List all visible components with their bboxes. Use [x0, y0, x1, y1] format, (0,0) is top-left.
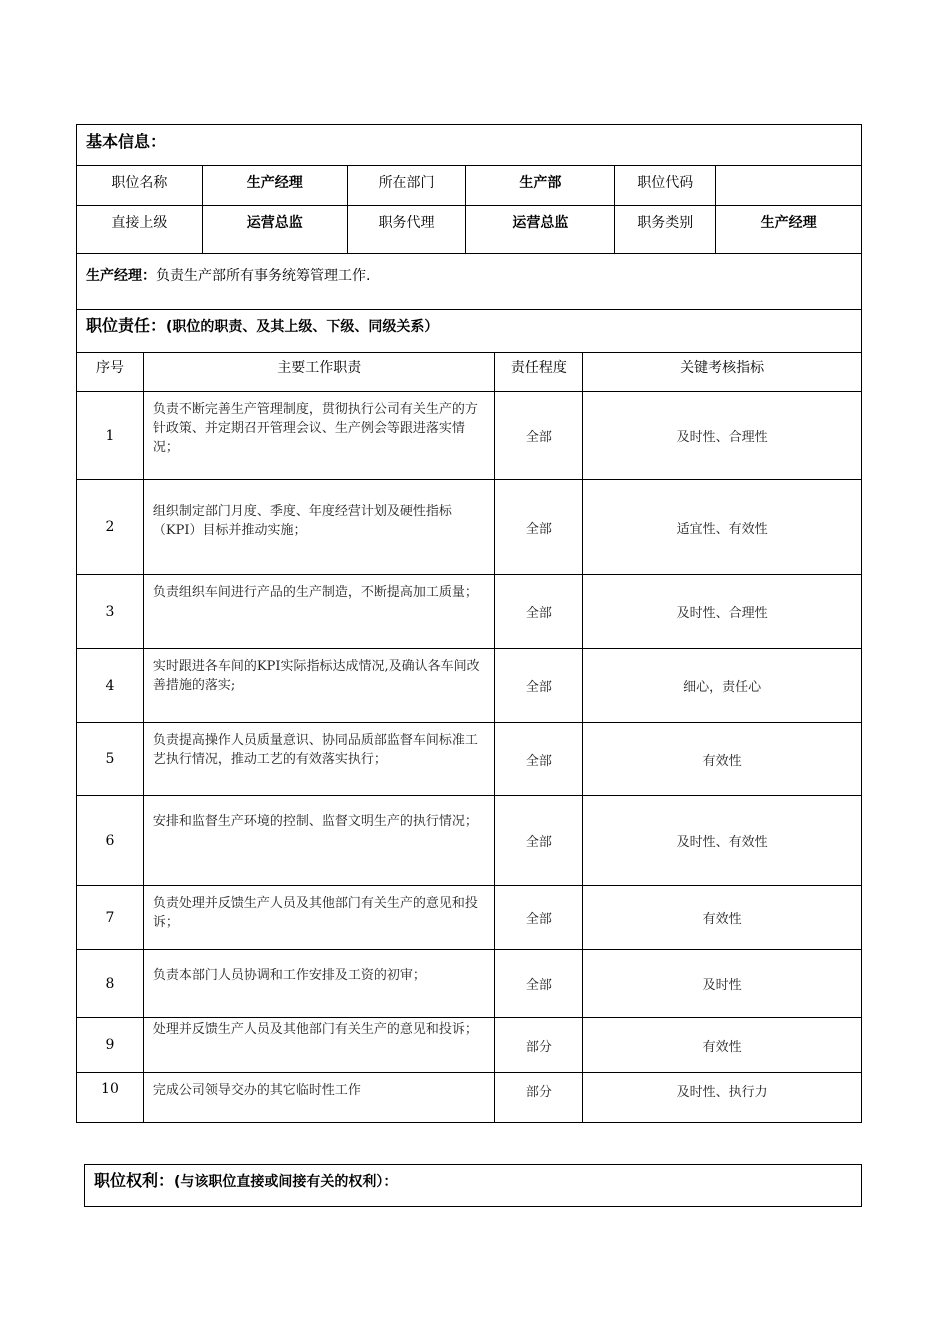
rights-title: 职位权利：: [94, 1171, 175, 1190]
row-kpi: 有效性: [583, 1018, 862, 1073]
responsibility-title-line: [86, 313, 438, 336]
row-no: 8: [77, 950, 144, 1018]
row-degree: 全部: [495, 649, 583, 723]
rights-title-line: [94, 1168, 397, 1191]
job-title-label: 职位名称: [77, 166, 203, 206]
rights-header: [84, 1164, 862, 1207]
basic-info-row-2: [77, 206, 862, 254]
row-desc: 负责提高操作人员质量意识、协同品质部监督车间标准工艺执行情况，推动工艺的有效落实执行；: [143, 723, 495, 796]
row-desc: 实时跟进各车间的KPI实际指标达成情况,及确认各车间改善措施的落实;: [143, 649, 495, 723]
row-no: 10: [77, 1073, 144, 1123]
row-no: 1: [77, 392, 144, 480]
responsibility-subtitle: (职位的职责、及其上级、下级、同级关系）: [166, 319, 439, 335]
row-degree: 全部: [495, 950, 583, 1018]
row-kpi: 及时性、合理性: [583, 392, 862, 480]
duties-table: [76, 352, 862, 1123]
job-summary-text: [86, 265, 370, 285]
table-row: [77, 392, 862, 480]
job-title-value: 生产经理: [202, 166, 347, 206]
duties-header-row: [77, 353, 862, 392]
responsibility-header: [76, 309, 862, 352]
row-desc: 组织制定部门月度、季度、年度经营计划及硬性指标（KPI）目标并推动实施；: [143, 480, 495, 575]
row-desc: 安排和监督生产环境的控制、监督文明生产的执行情况；: [143, 796, 495, 886]
row-desc: 负责组织车间进行产品的生产制造，不断提高加工质量；: [143, 575, 495, 649]
row-kpi: 及时性、合理性: [583, 575, 862, 649]
header-kpi: 关键考核指标: [583, 353, 862, 392]
row-desc: 处理并反馈生产人员及其他部门有关生产的意见和投诉；: [143, 1018, 495, 1073]
department-label: 所在部门: [347, 166, 466, 206]
responsibility-title: 职位责任：: [86, 316, 167, 335]
table-row: [77, 1073, 862, 1123]
rights-subtitle: (与该职位直接或间接有关的权利）：: [174, 1174, 398, 1190]
row-desc: 负责本部门人员协调和工作安排及工资的初审；: [143, 950, 495, 1018]
header-no: 序号: [77, 353, 144, 392]
job-summary-prefix: 生产经理：: [86, 268, 156, 284]
row-degree: 全部: [495, 723, 583, 796]
supervisor-label: 直接上级: [77, 206, 203, 254]
supervisor-value: 运营总监: [202, 206, 347, 254]
table-row: [77, 575, 862, 649]
row-kpi: 有效性: [583, 886, 862, 950]
table-row: [77, 723, 862, 796]
table-row: [77, 886, 862, 950]
row-degree: 部分: [495, 1018, 583, 1073]
row-kpi: 有效性: [583, 723, 862, 796]
job-category-label: 职务类别: [615, 206, 716, 254]
row-no: 2: [77, 480, 144, 575]
row-kpi: 适宜性、有效性: [583, 480, 862, 575]
job-summary-body: 负责生产部所有事务统筹管理工作.: [156, 268, 371, 284]
job-code-value: [716, 166, 862, 206]
table-row: [77, 1018, 862, 1073]
row-kpi: 细心，责任心: [583, 649, 862, 723]
job-code-label: 职位代码: [615, 166, 716, 206]
row-no: 7: [77, 886, 144, 950]
row-no: 6: [77, 796, 144, 886]
row-desc: 负责处理并反馈生产人员及其他部门有关生产的意见和投诉；: [143, 886, 495, 950]
row-no: 5: [77, 723, 144, 796]
deputy-label: 职务代理: [347, 206, 466, 254]
header-duty: 主要工作职责: [143, 353, 495, 392]
row-kpi: 及时性、有效性: [583, 796, 862, 886]
row-degree: 部分: [495, 1073, 583, 1123]
row-degree: 全部: [495, 392, 583, 480]
row-degree: 全部: [495, 575, 583, 649]
header-degree: 责任程度: [495, 353, 583, 392]
table-row: [77, 649, 862, 723]
row-no: 4: [77, 649, 144, 723]
row-no: 9: [77, 1018, 144, 1073]
basic-info-header: [76, 124, 862, 166]
row-degree: 全部: [495, 886, 583, 950]
row-degree: 全部: [495, 796, 583, 886]
row-degree: 全部: [495, 480, 583, 575]
deputy-value: 运营总监: [466, 206, 615, 254]
row-kpi: 及时性: [583, 950, 862, 1018]
job-category-value: 生产经理: [716, 206, 862, 254]
table-row: [77, 950, 862, 1018]
row-kpi: 及时性、执行力: [583, 1073, 862, 1123]
basic-info-title: 基本信息：: [86, 132, 167, 151]
row-desc: 完成公司领导交办的其它临时性工作: [143, 1073, 495, 1123]
basic-info-table: [76, 165, 862, 254]
row-desc: 负责不断完善生产管理制度，贯彻执行公司有关生产的方针政策、并定期召开管理会议、生产例会等跟进落实情况；: [143, 392, 495, 480]
table-row: [77, 796, 862, 886]
job-summary: [76, 252, 862, 310]
department-value: 生产部: [466, 166, 615, 206]
row-no: 3: [77, 575, 144, 649]
table-row: [77, 480, 862, 575]
basic-info-row-1: [77, 166, 862, 206]
